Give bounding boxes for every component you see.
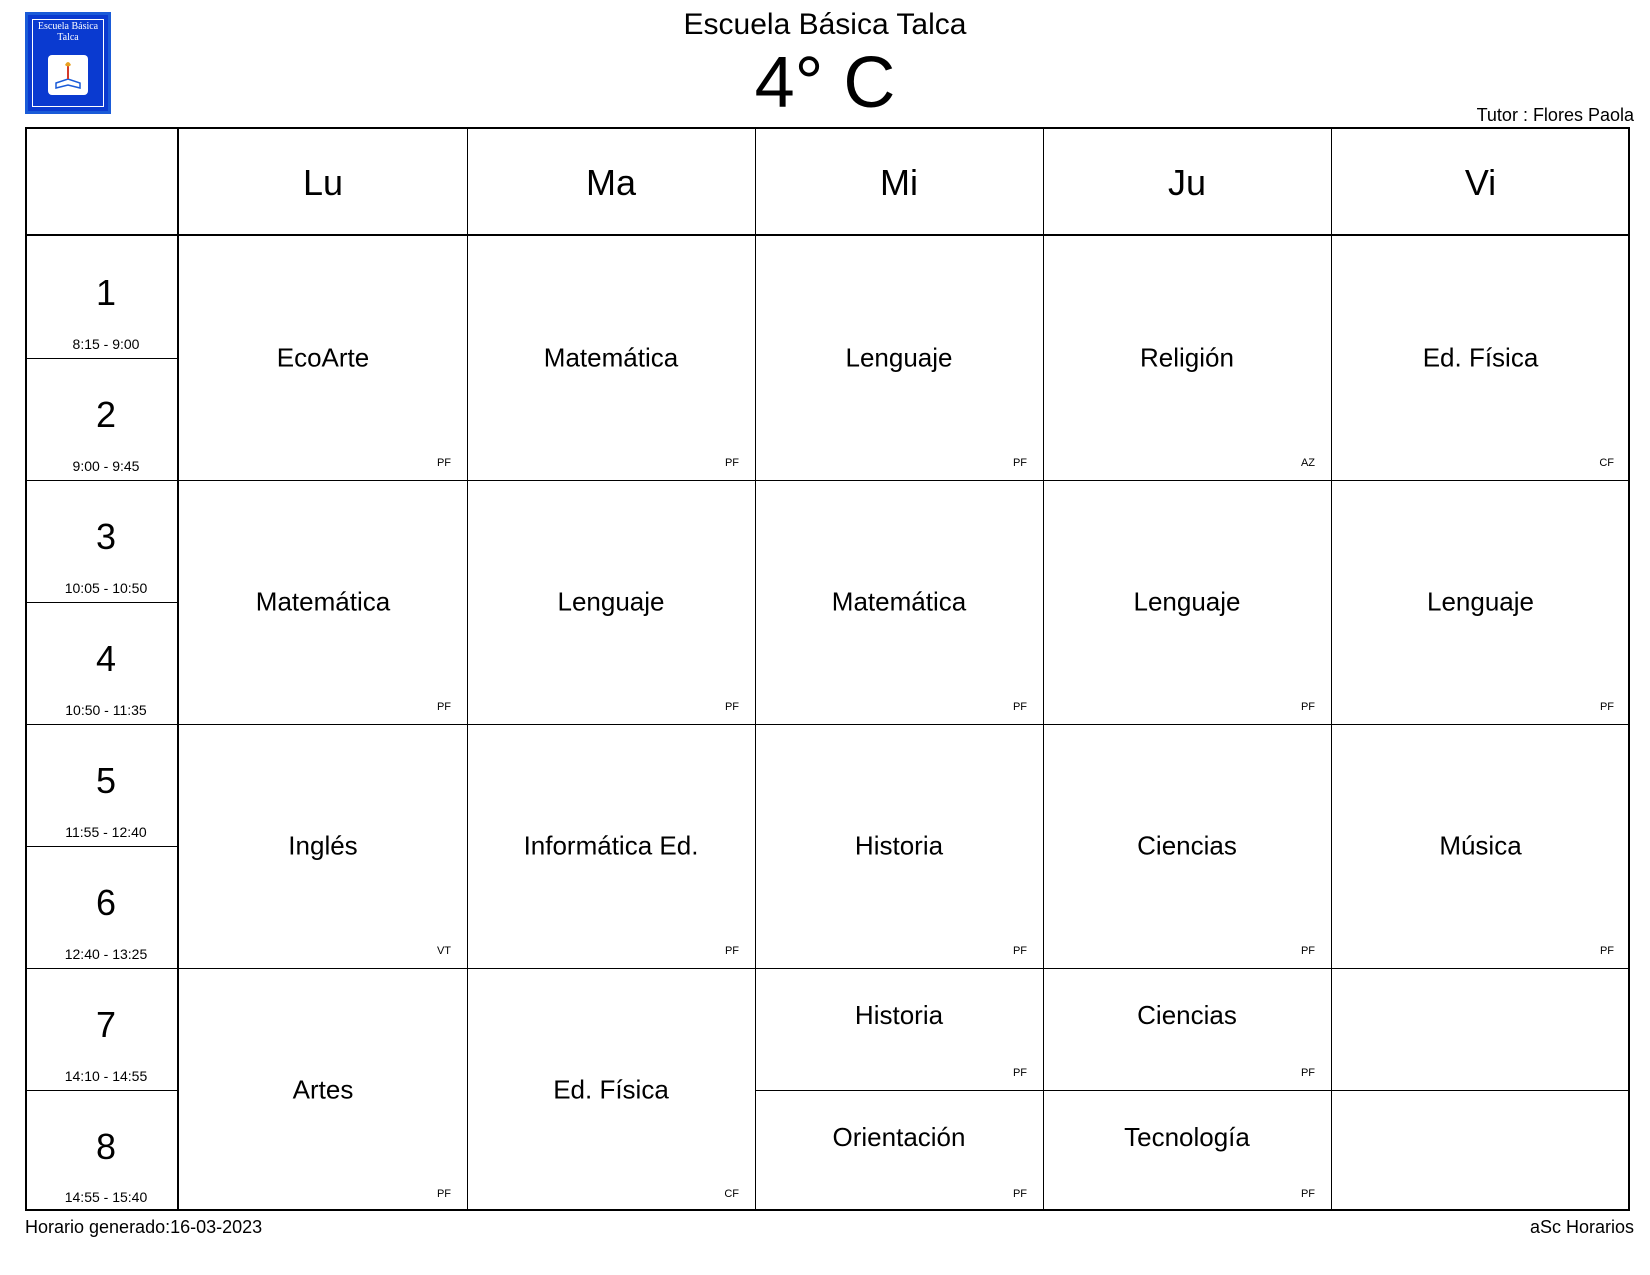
day-header-vi: Vi bbox=[1464, 161, 1497, 203]
period-number: 1 bbox=[95, 272, 117, 313]
subject-label: Lenguaje bbox=[1427, 586, 1534, 617]
teacher-initials: PF bbox=[724, 945, 739, 957]
period-time: 9:00 - 9:45 bbox=[72, 458, 140, 474]
lesson-cell bbox=[467, 724, 755, 968]
teacher-initials: PF bbox=[436, 701, 451, 713]
teacher-initials: PF bbox=[1012, 457, 1027, 469]
teacher-initials: PF bbox=[1599, 945, 1614, 957]
lesson-cell bbox=[1043, 724, 1331, 968]
grid-line bbox=[27, 602, 178, 603]
subject-label: Inglés bbox=[288, 830, 358, 861]
period-number: 6 bbox=[95, 882, 117, 923]
subject-label: Ed. Física bbox=[553, 1074, 669, 1104]
subject-label: Música bbox=[1439, 830, 1522, 861]
period-number: 3 bbox=[95, 516, 117, 557]
lesson-cell bbox=[755, 236, 1043, 480]
grid-line bbox=[27, 1090, 178, 1091]
subject-label: Lenguaje bbox=[557, 586, 665, 617]
teacher-initials: PF bbox=[724, 701, 739, 713]
lesson-cell bbox=[179, 968, 467, 1211]
lesson-cell bbox=[1331, 236, 1630, 480]
lesson-cell bbox=[755, 724, 1043, 968]
period-time: 12:40 - 13:25 bbox=[64, 946, 148, 962]
teacher-initials: CF bbox=[1599, 457, 1614, 469]
period-number: 5 bbox=[95, 760, 117, 801]
lesson-cell bbox=[467, 236, 755, 480]
grid-line bbox=[1043, 129, 1044, 1209]
period-time: 10:05 - 10:50 bbox=[64, 580, 148, 596]
empty-cell bbox=[1331, 1090, 1630, 1211]
grid-line bbox=[1331, 129, 1332, 1209]
period-number: 2 bbox=[95, 394, 117, 435]
lesson-cell bbox=[755, 968, 1043, 1090]
period-time: 11:55 - 12:40 bbox=[65, 824, 147, 840]
subject-label: Orientación bbox=[832, 1122, 966, 1152]
day-header-mi: Mi bbox=[880, 161, 918, 203]
grid-line bbox=[467, 129, 468, 1209]
subject-label: Lenguaje bbox=[845, 342, 953, 373]
period-3 bbox=[27, 480, 185, 602]
teacher-initials: PF bbox=[1300, 1188, 1315, 1200]
logo-text: Escuela Básica Talca bbox=[37, 21, 99, 43]
grid-line bbox=[27, 358, 178, 359]
grid-line bbox=[27, 968, 1628, 969]
grid-line bbox=[755, 1090, 1628, 1091]
timetable-grid bbox=[25, 127, 1630, 1211]
grid-line bbox=[177, 129, 179, 1209]
period-number: 8 bbox=[95, 1126, 117, 1167]
subject-label: Lenguaje bbox=[1133, 586, 1241, 617]
teacher-initials: PF bbox=[1012, 1067, 1027, 1079]
subject-label: Matemática bbox=[255, 586, 391, 617]
lesson-cell bbox=[467, 968, 755, 1211]
lesson-cell bbox=[755, 1090, 1043, 1211]
grid-line bbox=[27, 724, 1628, 725]
period-time: 14:55 - 15:40 bbox=[64, 1189, 148, 1205]
school-name: Escuela Básica Talca bbox=[683, 8, 967, 41]
lesson-cell bbox=[1043, 480, 1331, 724]
lesson-cell bbox=[1043, 968, 1331, 1090]
grid-line bbox=[755, 129, 756, 1209]
tutor-label: Tutor : Flores Paola bbox=[1476, 105, 1634, 125]
period-time: 8:15 - 9:00 bbox=[72, 336, 140, 352]
generated-date: Horario generado:16-03-2023 bbox=[25, 1217, 263, 1237]
grid-line bbox=[27, 234, 1628, 236]
subject-label: EcoArte bbox=[276, 342, 370, 373]
lesson-cell bbox=[1331, 724, 1630, 968]
teacher-initials: PF bbox=[1012, 1188, 1027, 1200]
subject-label: Matemática bbox=[831, 586, 967, 617]
lesson-cell bbox=[179, 724, 467, 968]
period-time: 10:50 - 11:35 bbox=[65, 702, 147, 718]
period-2 bbox=[27, 358, 185, 480]
subject-label: Ed. Física bbox=[1422, 342, 1539, 373]
subject-label: Religión bbox=[1140, 342, 1234, 373]
teacher-initials: PF bbox=[1599, 701, 1614, 713]
period-number: 7 bbox=[95, 1004, 117, 1045]
lesson-cell bbox=[179, 480, 467, 724]
teacher-initials: PF bbox=[1300, 945, 1315, 957]
subject-label: Ciencias bbox=[1137, 830, 1237, 861]
teacher-initials: VT bbox=[436, 945, 451, 957]
subject-label: Tecnología bbox=[1124, 1122, 1250, 1152]
period-number: 4 bbox=[95, 638, 117, 679]
lesson-cell bbox=[1043, 236, 1331, 480]
class-name: 4° C bbox=[754, 43, 896, 123]
teacher-initials: PF bbox=[436, 1188, 451, 1200]
day-header-ju: Ju bbox=[1167, 161, 1207, 203]
teacher-initials: PF bbox=[1012, 701, 1027, 713]
period-5 bbox=[27, 724, 185, 846]
subject-label: Informática Ed. bbox=[523, 830, 699, 861]
teacher-initials: CF bbox=[724, 1188, 739, 1200]
grid-line bbox=[27, 846, 178, 847]
subject-label: Matemática bbox=[543, 342, 679, 373]
empty-cell bbox=[1331, 968, 1630, 1090]
day-header-lu: Lu bbox=[302, 161, 344, 203]
teacher-initials: PF bbox=[436, 457, 451, 469]
lesson-cell bbox=[467, 480, 755, 724]
teacher-initials: PF bbox=[1300, 1067, 1315, 1079]
teacher-initials: AZ bbox=[1300, 457, 1315, 469]
lesson-cell bbox=[755, 480, 1043, 724]
teacher-initials: PF bbox=[724, 457, 739, 469]
period-8 bbox=[27, 1090, 185, 1211]
period-4 bbox=[27, 602, 185, 724]
subject-label: Historia bbox=[854, 830, 944, 861]
subject-label: Ciencias bbox=[1137, 1000, 1237, 1030]
period-1 bbox=[27, 236, 185, 358]
period-7 bbox=[27, 968, 185, 1090]
lesson-cell bbox=[1043, 1090, 1331, 1211]
teacher-initials: PF bbox=[1300, 701, 1315, 713]
period-time: 14:10 - 14:55 bbox=[64, 1068, 148, 1084]
grid-line bbox=[27, 480, 1628, 481]
teacher-initials: PF bbox=[1012, 945, 1027, 957]
period-6 bbox=[27, 846, 185, 968]
lesson-cell bbox=[1331, 480, 1630, 724]
subject-label: Artes bbox=[292, 1074, 354, 1104]
day-header-ma: Ma bbox=[585, 161, 636, 203]
lesson-cell bbox=[179, 236, 467, 480]
software-credit: aSc Horarios bbox=[1529, 1217, 1634, 1237]
subject-label: Historia bbox=[854, 1000, 944, 1030]
